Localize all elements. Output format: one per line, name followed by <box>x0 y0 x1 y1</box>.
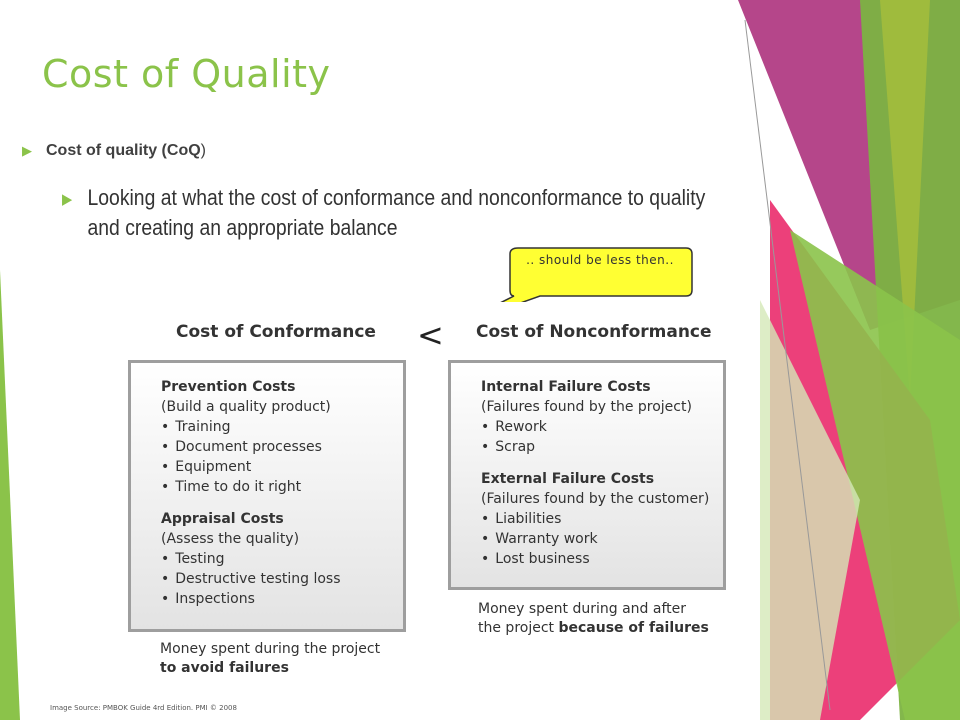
external-failure-list <box>481 509 723 569</box>
list-item: • Liabilities <box>481 509 723 529</box>
image-source-note: Image Source: PMBOK Guide 4rd Edition. PMI © 2008 <box>50 704 237 712</box>
list-item: • Testing <box>161 549 403 569</box>
nonconformance-caption <box>478 600 709 638</box>
conformance-caption <box>160 640 380 678</box>
external-failure-subtitle: (Failures found by the customer) <box>481 491 710 507</box>
nonconformance-heading: Cost of Nonconformance <box>476 322 712 342</box>
list-item: • Document processes <box>161 437 403 457</box>
internal-failure-subtitle: (Failures found by the project) <box>481 399 692 415</box>
external-failure-title: External Failure Costs <box>481 471 655 487</box>
coq-figure <box>112 302 752 684</box>
left-green-shape <box>0 270 20 720</box>
list-item: • Training <box>161 417 403 437</box>
internal-failure-list <box>481 417 723 457</box>
less-than-symbol: < <box>417 316 444 354</box>
list-item: • Inspections <box>161 589 403 609</box>
list-item: • Rework <box>481 417 723 437</box>
bullet-cost-of-quality-suffix: ) <box>200 142 206 159</box>
bullet-conformance <box>62 183 713 243</box>
nonconformance-caption-line2-bold: because of failures <box>558 620 709 636</box>
internal-failure-title: Internal Failure Costs <box>481 379 651 395</box>
appraisal-costs-title: Appraisal Costs <box>161 511 284 527</box>
list-item: • Equipment <box>161 457 403 477</box>
slide-title: Cost of Quality <box>42 52 331 96</box>
bullet-conformance-text: Looking at what the cost of conformance and nonconformance to quality and creating an appropriate balance <box>87 185 706 240</box>
bullet-arrow-icon: ▶ <box>22 143 32 158</box>
nonconformance-box <box>448 360 726 590</box>
callout-text: .. should be less then.. <box>526 253 674 267</box>
prevention-costs-subtitle: (Build a quality product) <box>161 399 331 415</box>
conformance-caption-line2: to avoid failures <box>160 660 289 676</box>
bullet-cost-of-quality-label: Cost of quality (CoQ <box>46 142 201 159</box>
prevention-costs-list <box>161 417 403 497</box>
conformance-box <box>128 360 406 632</box>
nonconformance-caption-line1: Money spent during and after <box>478 601 686 617</box>
bullet-cost-of-quality <box>22 142 206 160</box>
bullet-arrow-icon: ▶ <box>62 191 73 208</box>
list-item: • Lost business <box>481 549 723 569</box>
conformance-caption-line1: Money spent during the project <box>160 641 381 657</box>
appraisal-costs-list <box>161 549 403 609</box>
nonconformance-caption-line2-plain: the project <box>478 620 559 636</box>
list-item: • Time to do it right <box>161 477 403 497</box>
appraisal-costs-subtitle: (Assess the quality) <box>161 531 300 547</box>
list-item: • Scrap <box>481 437 723 457</box>
list-item: • Destructive testing loss <box>161 569 403 589</box>
list-item: • Warranty work <box>481 529 723 549</box>
conformance-heading: Cost of Conformance <box>176 322 376 342</box>
prevention-costs-title: Prevention Costs <box>161 379 296 395</box>
